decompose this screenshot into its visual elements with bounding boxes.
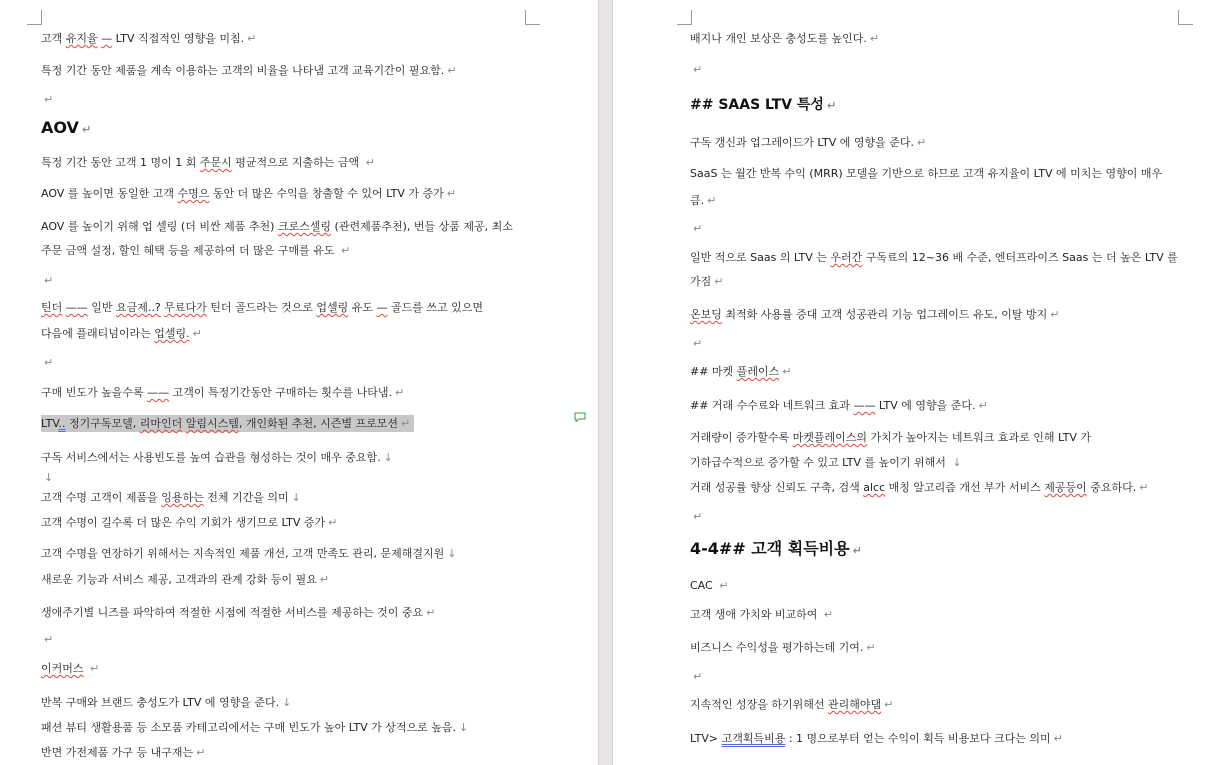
- empty-paragraph[interactable]: [41, 273, 53, 289]
- paragraph-line[interactable]: [690, 398, 988, 414]
- text-run: AOV 를 높이면 동일한 고객: [41, 187, 178, 200]
- text-run: 구매 빈도가 높을수록: [41, 386, 148, 399]
- paragraph-line[interactable]: [690, 430, 1091, 446]
- text-run: 전체 기간을 의미: [203, 491, 289, 504]
- paragraph-mark-icon: ↵: [365, 156, 375, 169]
- spellcheck-flagged-word: 이커머스: [41, 662, 84, 675]
- paragraph-mark-icon: ↵: [693, 337, 703, 350]
- spellcheck-flagged-word: 제공등이: [1044, 481, 1087, 494]
- spellcheck-flagged-word: 업셀링.: [154, 327, 190, 340]
- paragraph-line[interactable]: [690, 274, 723, 290]
- paragraph-line[interactable]: [41, 326, 202, 342]
- paragraph-mark-icon: ↵: [395, 386, 405, 399]
- comment-marker-icon[interactable]: [574, 412, 586, 422]
- spellcheck-flagged-word: 잉용하는: [161, 491, 204, 504]
- text-run: 가짐: [690, 275, 712, 288]
- paragraph-mark-icon: ↵: [44, 274, 54, 287]
- text-run: 가치가 높아지는 네트워크 효과로 인해 LTV 가: [867, 431, 1092, 444]
- paragraph-line[interactable]: [41, 219, 513, 235]
- text-run: 고객 수명 고객이 제품을: [41, 491, 162, 504]
- paragraph-mark-icon: ↵: [916, 136, 927, 149]
- paragraph-mark-icon: ↓: [952, 456, 962, 469]
- paragraph-mark-icon: ↵: [44, 633, 54, 646]
- paragraph-line[interactable]: [41, 63, 456, 79]
- paragraph-mark-icon: ↓: [291, 491, 301, 504]
- margin-corner-top-left: [677, 10, 692, 25]
- text-run: 기하급수적으로 증가할 수 있고 LTV 를 높이기 위해서: [690, 456, 950, 469]
- text-run: 일반: [87, 301, 117, 314]
- paragraph-line[interactable]: [690, 640, 876, 656]
- page-gap: [598, 0, 613, 765]
- text-run: 큼.: [690, 194, 705, 207]
- text-run: CAC: [690, 579, 717, 592]
- paragraph-mark-icon: ↵: [866, 641, 876, 654]
- text-run: 비즈니스 수익성을 평가하는데 기여.: [690, 641, 864, 654]
- paragraph-mark-icon: ↵: [44, 356, 54, 369]
- grammar-flagged-word: ..: [58, 417, 66, 430]
- spellcheck-flagged-word: 주문시: [199, 156, 232, 169]
- text-run: 틴더 골드라는 것으로: [206, 301, 317, 314]
- empty-paragraph[interactable]: [690, 221, 702, 237]
- paragraph-line[interactable]: [41, 515, 337, 531]
- paragraph-mark-icon: ↵: [714, 275, 724, 288]
- paragraph-mark-icon: ↵: [192, 327, 202, 340]
- paragraph-mark-icon: ↵: [826, 99, 837, 112]
- text-run: 다음에 플래티넘이라는: [41, 327, 155, 340]
- empty-paragraph[interactable]: [690, 336, 702, 352]
- spellcheck-flagged-word: 마켓플레이스의: [792, 431, 868, 444]
- text-run: 고객 수명을 연장하기 위해서는 지속적인 제품 개선, 고객 만족도 관리, 문제해결지원: [41, 547, 445, 560]
- paragraph-line[interactable]: [690, 135, 926, 151]
- empty-paragraph[interactable]: [41, 355, 53, 371]
- paragraph-line[interactable]: [41, 300, 483, 316]
- text-run: 정기구독모델,: [65, 417, 140, 430]
- paragraph-line[interactable]: [690, 364, 791, 380]
- paragraph-mark-icon: ↵: [693, 670, 703, 683]
- paragraph-mark-icon: ↵: [328, 516, 338, 529]
- text-run: 최적화 사용률 증대 고객 성공관리 기능 업그레이드 유도, 이탈 방지: [721, 308, 1048, 321]
- text-run: 평균적으로 지출하는 금액: [231, 156, 363, 169]
- text-run: 골드를 쓰고 있으면: [387, 301, 484, 314]
- paragraph-line[interactable]: [41, 720, 468, 736]
- text-run: AOV 를 높이기 위해 업 셀링 (더 비싼 제품 추천): [41, 220, 278, 233]
- text-run: ## 마켓: [690, 365, 737, 378]
- spellcheck-flagged-word: 수명으: [177, 187, 210, 200]
- spellcheck-flagged-word: 플레이스: [736, 365, 780, 378]
- paragraph-mark-icon: ↵: [1050, 308, 1060, 321]
- text-run: 특정 기간 동안 고객 1 명이 1 회: [41, 156, 200, 169]
- empty-paragraph[interactable]: [690, 669, 702, 685]
- text-run: ## SAAS LTV 특성: [690, 97, 824, 113]
- text-run: LTV: [41, 417, 59, 430]
- text-run: 구독료의 12~36 배 수준, 엔터프라이즈 Saas 는 더 높은 LTV 를: [862, 251, 1178, 264]
- text-run: 매칭 알고리즘 개선 부가 서비스: [885, 481, 1045, 494]
- spellcheck-flagged-word: —: [101, 32, 113, 45]
- paragraph-line[interactable]: [690, 307, 1059, 323]
- document-page-left[interactable]: [0, 0, 598, 765]
- spellcheck-flagged-word: ——: [65, 301, 88, 314]
- text-run: 지속적인 성장을 하기위해선: [690, 698, 829, 711]
- paragraph-line[interactable]: [690, 607, 833, 623]
- text-run: 반복 구매와 브랜드 충성도가 LTV 에 영향을 준다.: [41, 696, 280, 709]
- paragraph-line[interactable]: [41, 745, 205, 761]
- paragraph-mark-icon: ↵: [782, 365, 792, 378]
- paragraph-mark-icon: ↓: [447, 547, 457, 560]
- paragraph-line[interactable]: [690, 455, 962, 471]
- paragraph-line[interactable]: [690, 193, 716, 209]
- highlighted-selection[interactable]: [41, 415, 414, 432]
- paragraph-line[interactable]: [41, 243, 350, 259]
- paragraph-mark-icon: ↵: [978, 399, 988, 412]
- paragraph-line[interactable]: [41, 155, 375, 171]
- paragraph-mark-icon: ↓: [383, 451, 393, 464]
- paragraph-line[interactable]: [41, 661, 99, 677]
- paragraph-mark-icon: ↵: [707, 194, 717, 207]
- text-run: 거래 성공률 향상 신뢰도 구축, 검색: [690, 481, 864, 494]
- text-run: 고객 수명이 길수록 더 많은 수익 기회가 생기므로 LTV 증가: [41, 516, 326, 529]
- paragraph-mark-icon: ↵: [693, 63, 703, 76]
- paragraph-line[interactable]: [41, 385, 404, 401]
- paragraph-line[interactable]: [41, 695, 291, 711]
- heading[interactable]: [690, 95, 836, 116]
- paragraph-mark-icon: ↵: [426, 606, 436, 619]
- heading[interactable]: [41, 118, 91, 140]
- spellcheck-flagged-word: 관리해야댐: [828, 698, 882, 711]
- spellcheck-flagged-word: 온보딩: [690, 308, 722, 321]
- text-run: 일반 적으로 Saas 의 LTV 는: [690, 251, 831, 264]
- text-run: 거래량이 증가할수록: [690, 431, 793, 444]
- paragraph-line[interactable]: [690, 731, 1063, 747]
- text-run: ## 거래 수수료와 네트워크 효과: [690, 399, 854, 412]
- paragraph-mark-icon: ↵: [1139, 481, 1149, 494]
- paragraph-line[interactable]: [41, 572, 329, 588]
- paragraph-mark-icon: ↵: [196, 746, 206, 759]
- text-run: LTV>: [690, 732, 722, 745]
- paragraph-line[interactable]: [41, 605, 435, 621]
- spellcheck-flagged-word: 알림시스템: [185, 417, 239, 430]
- text-run: 4-4## 고객 획득비용: [690, 539, 850, 558]
- paragraph-mark-icon: ↵: [400, 417, 411, 430]
- text-run: 유도: [348, 301, 377, 314]
- paragraph-line[interactable]: [41, 416, 414, 432]
- text-run: LTV 직접적인 영향을 미침.: [112, 32, 245, 45]
- empty-paragraph[interactable]: [41, 92, 53, 108]
- spellcheck-flagged-word: —: [376, 301, 388, 314]
- text-run: : 1 명으로부터 얻는 수익이 획득 비용보다 크다는 의미: [785, 732, 1051, 745]
- paragraph-line[interactable]: [690, 250, 1178, 266]
- paragraph-mark-icon: ↵: [869, 32, 880, 45]
- text-run: 중요하다.: [1086, 481, 1137, 494]
- spellcheck-flagged-word: 요금제..?: [116, 301, 161, 314]
- paragraph-mark-icon: ↓: [458, 721, 469, 734]
- empty-paragraph[interactable]: [41, 470, 53, 486]
- paragraph-mark-icon: ↵: [884, 698, 894, 711]
- grammar-flagged-word: 고객획득비용: [721, 732, 786, 745]
- text-run: LTV 에 영향을 준다.: [875, 399, 976, 412]
- text-run: 구독 갱신과 업그레이드가 LTV 에 영향을 준다.: [690, 136, 914, 149]
- text-run: 고객이 특정기간동안 구매하는 횟수를 나타냄.: [169, 386, 392, 399]
- spellcheck-flagged-word: 리마인더: [139, 417, 183, 430]
- paragraph-line[interactable]: [41, 546, 456, 562]
- spellcheck-flagged-word: alcc: [863, 481, 886, 494]
- empty-paragraph[interactable]: [690, 62, 702, 78]
- spellcheck-flagged-word: 무료다가: [164, 301, 207, 314]
- spellcheck-flagged-word: 유지율: [65, 32, 98, 45]
- paragraph-mark-icon: ↵: [447, 64, 457, 77]
- spellcheck-flagged-word: 우러간: [830, 251, 863, 264]
- text-run: 고객: [41, 32, 66, 45]
- paragraph-mark-icon: ↵: [446, 187, 457, 200]
- text-run: AOV: [41, 118, 79, 137]
- paragraph-mark-icon: ↵: [852, 544, 862, 557]
- spellcheck-flagged-word: 업셀링: [316, 301, 349, 314]
- spellcheck-flagged-word: 크로스셀링: [277, 220, 332, 233]
- text-run: , 개인화된 추천, 시즌별 프로모션: [238, 417, 398, 430]
- text-run: 주문 금액 설정, 할인 혜택 등을 제공하여 더 많은 구매를 유도: [41, 244, 338, 257]
- text-run: 생애주기별 니즈를 파악하여 적절한 시점에 적절한 서비스를 제공하는 것이 중요: [41, 606, 424, 619]
- paragraph-line[interactable]: [41, 450, 393, 466]
- paragraph-mark-icon: ↓: [282, 696, 292, 709]
- text-run: 동안 더 많은 수익을 창출할 수 있어 LTV 가 증가: [209, 187, 444, 200]
- empty-paragraph[interactable]: [41, 632, 53, 648]
- paragraph-line[interactable]: [690, 166, 1162, 182]
- paragraph-line[interactable]: [690, 697, 893, 713]
- paragraph-line[interactable]: [690, 480, 1149, 496]
- paragraph-mark-icon: ↵: [81, 123, 92, 136]
- paragraph-line[interactable]: [41, 31, 256, 47]
- paragraph-line[interactable]: [690, 31, 879, 47]
- margin-corner-top-right: [1178, 10, 1193, 25]
- text-run: 새로운 기능과 서비스 제공, 고객과의 관계 강화 등이 필요: [41, 573, 317, 586]
- margin-corner-top-right: [525, 10, 540, 25]
- text-run: SaaS 는 월간 반복 수익 (MRR) 모델을 기반으로 하므로 고객 유지율이 LTV 에 미치는 영향이 매우: [690, 167, 1163, 180]
- paragraph-mark-icon: ↵: [90, 662, 100, 675]
- spellcheck-flagged-word: ——: [147, 386, 170, 399]
- margin-corner-top-left: [27, 10, 42, 25]
- text-run: 패션 뷰티 생활용품 등 소모품 카테고리에서는 구매 빈도가 높아 LTV 가 상적으로 높음.: [41, 721, 456, 734]
- spellcheck-flagged-word: ——: [853, 399, 876, 412]
- paragraph-line[interactable]: [41, 186, 456, 202]
- text-run: 반면 가전제품 가구 등 내구재는: [41, 746, 194, 759]
- paragraph-mark-icon: ↵: [1053, 732, 1063, 745]
- paragraph-line[interactable]: [41, 490, 301, 506]
- paragraph-line[interactable]: [690, 578, 728, 594]
- text-run: 배지나 개인 보상은 충성도를 높인다.: [690, 32, 867, 45]
- text-run: 고객 생애 가치와 비교하여: [690, 608, 821, 621]
- heading[interactable]: [690, 539, 862, 561]
- empty-paragraph[interactable]: [690, 509, 702, 525]
- paragraph-mark-icon: ↵: [247, 32, 257, 45]
- paragraph-mark-icon: ↵: [340, 244, 351, 257]
- text-run: 구독 서비스에서는 사용빈도를 높여 습관을 형성하는 것이 매우 중요함.: [41, 451, 381, 464]
- text-run: (관련제품추천), 번들 상품 제공, 최소: [331, 220, 513, 233]
- paragraph-mark-icon: ↵: [693, 222, 703, 235]
- paragraph-mark-icon: ↵: [719, 579, 729, 592]
- spellcheck-flagged-word: 틴더: [41, 301, 63, 314]
- paragraph-mark-icon: ↵: [44, 93, 54, 106]
- text-run: 특정 기간 동안 제품을 계속 이용하는 고객의 비율을 나타냄 고객 교육기간이 필요함.: [41, 64, 445, 77]
- text-run: [84, 662, 88, 675]
- paragraph-mark-icon: ↓: [44, 471, 54, 484]
- paragraph-mark-icon: ↵: [319, 573, 330, 586]
- paragraph-mark-icon: ↵: [693, 510, 703, 523]
- paragraph-mark-icon: ↵: [823, 608, 834, 621]
- document-page-right[interactable]: [613, 0, 1218, 765]
